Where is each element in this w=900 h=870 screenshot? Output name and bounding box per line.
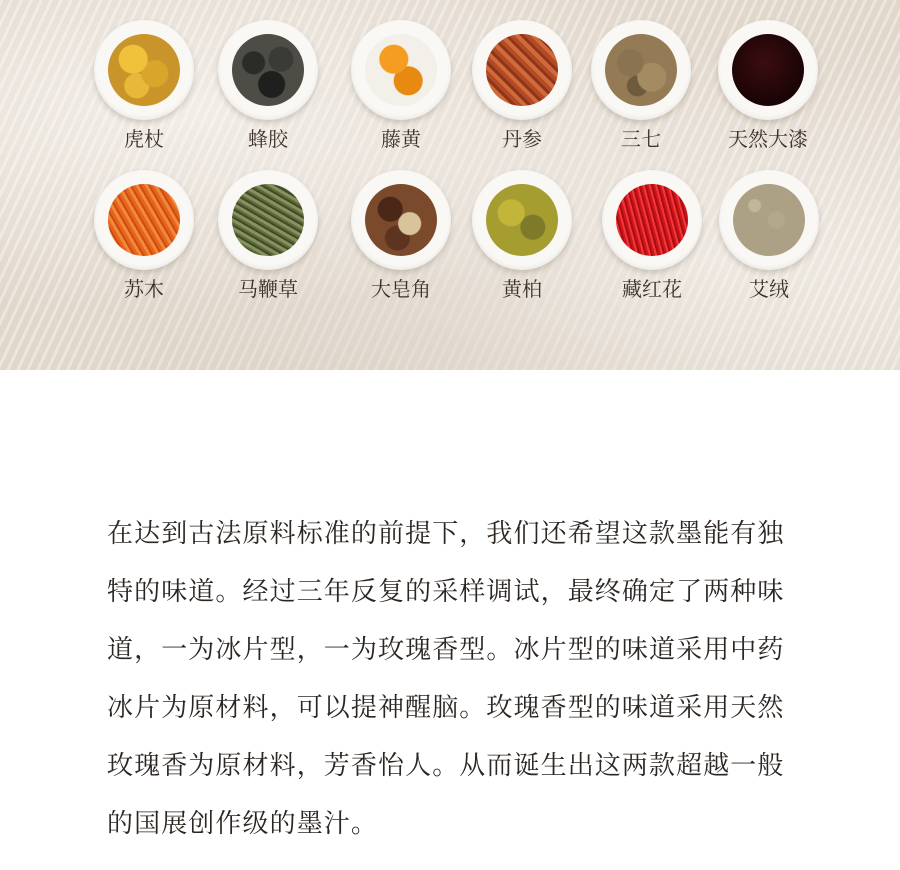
herb-item-danshen [462, 20, 582, 170]
herb-label: 苏木 [124, 277, 164, 301]
herb-item-huangbo [462, 170, 582, 320]
herb-label: 天然大漆 [728, 127, 808, 151]
herb-item-mabiancao [208, 170, 328, 320]
moxa-herb-icon [719, 170, 819, 270]
herb-item-dazaojiao [341, 170, 461, 320]
phellodendron-herb-icon [472, 170, 572, 270]
herb-label: 藤黄 [381, 127, 421, 151]
saffron-herb-icon [602, 170, 702, 270]
herb-label: 黄柏 [502, 277, 542, 301]
herb-label: 三七 [621, 127, 661, 151]
herb-label: 大皂角 [371, 277, 431, 301]
herb-label: 艾绒 [749, 277, 789, 301]
herb-item-huzhang [84, 20, 204, 170]
verbena-herb-icon [218, 170, 318, 270]
herbs-hero-image [0, 0, 900, 370]
herb-item-zanghonghua [592, 170, 712, 320]
herb-item-tenghuang [341, 20, 461, 170]
lacquer-herb-icon [718, 20, 818, 120]
herb-item-sanqi [581, 20, 701, 170]
herb-item-fengjiao [208, 20, 328, 170]
article-body [107, 505, 797, 853]
herb-label: 藏红花 [622, 277, 682, 301]
herb-label: 丹参 [502, 127, 542, 151]
herb-label: 虎杖 [124, 127, 164, 151]
article-paragraph: 在达到古法原料标准的前提下，我们还希望这款墨能有独特的味道。经过三年反复的采样调试，最终确定了两种味道，一为冰片型，一为玫瑰香型。冰片型的味道采用中药冰片为原材料，可以提神醒脑。玫瑰香型的味道采用天然玫瑰香为原材料，芳香怡人。从而诞生出这两款超越一般的国展创作级的墨汁。 [107, 519, 785, 839]
gleditsia-herb-icon [351, 170, 451, 270]
herb-label: 马鞭草 [238, 277, 298, 301]
herb-item-airong [709, 170, 829, 320]
sappanwood-herb-icon [94, 170, 194, 270]
herb-label: 蜂胶 [248, 127, 288, 151]
herb-item-daqi [708, 20, 828, 170]
huzhang-herb-icon [94, 20, 194, 120]
salvia-herb-icon [472, 20, 572, 120]
propolis-herb-icon [218, 20, 318, 120]
gamboge-herb-icon [351, 20, 451, 120]
herb-item-sumu [84, 170, 204, 320]
notoginseng-herb-icon [591, 20, 691, 120]
